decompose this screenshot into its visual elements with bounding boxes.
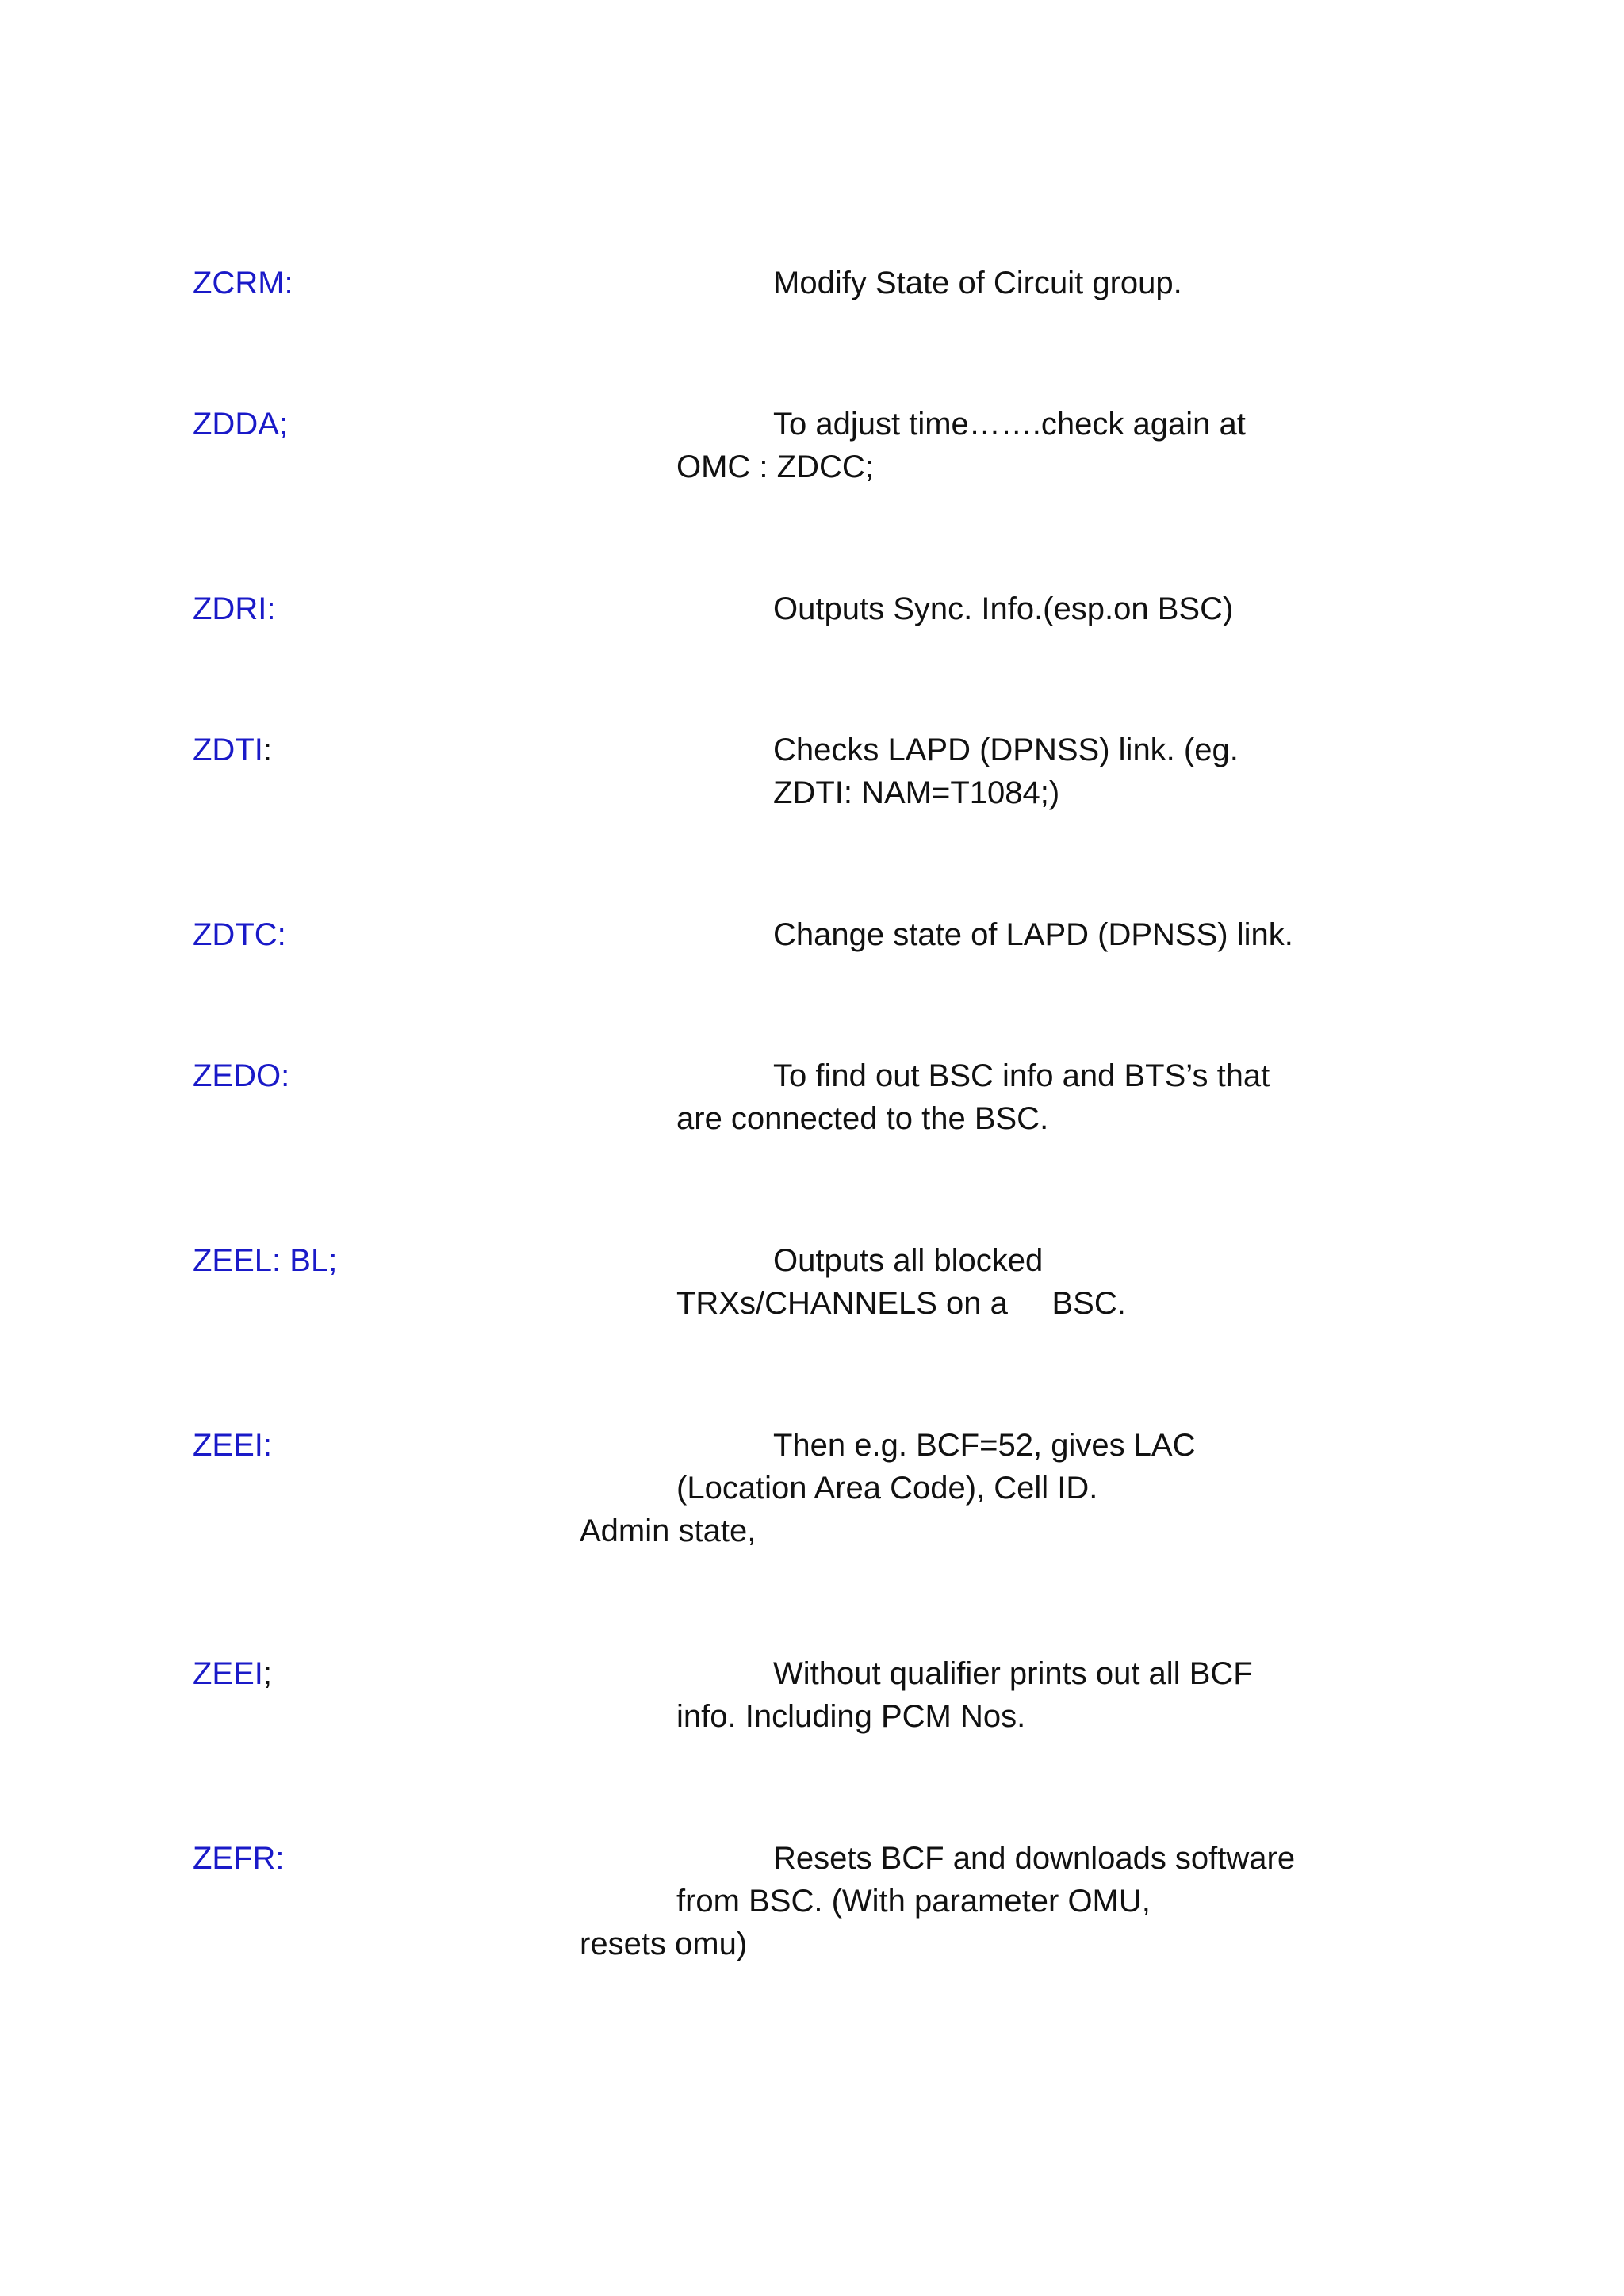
description-line-1: To adjust time…….check again at xyxy=(773,407,1246,442)
description-line-1: Modify State of Circuit group. xyxy=(773,266,1182,300)
command-code: ZEFR: xyxy=(193,1841,285,1876)
command-code: ZEEL: BL; xyxy=(193,1243,338,1278)
description-line-1: Outputs Sync. Info.(esp.on BSC) xyxy=(773,591,1234,626)
command-name xyxy=(193,587,275,630)
command-suffix: ; xyxy=(262,1656,273,1691)
command-code: ZCRM: xyxy=(193,266,293,300)
command-code: ZDDA; xyxy=(193,407,288,442)
command-name xyxy=(193,1054,289,1097)
description-line-3: resets omu) xyxy=(580,1927,748,1961)
description-line-2: are connected to the BSC. xyxy=(676,1101,1049,1136)
command-code: ZEEI xyxy=(193,1656,263,1691)
description-line-2: from BSC. (With parameter OMU, xyxy=(676,1884,1151,1919)
description-line-1: Resets BCF and downloads software xyxy=(773,1841,1296,1876)
description-line-1: To find out BSC info and BTS’s that xyxy=(773,1058,1270,1093)
command-name xyxy=(193,262,293,304)
description-line-2: info. Including PCM Nos. xyxy=(676,1699,1026,1734)
command-name xyxy=(193,1652,272,1695)
command-name xyxy=(193,403,288,446)
command-name xyxy=(193,729,272,771)
command-suffix: : xyxy=(262,733,272,767)
command-code: ZEDO: xyxy=(193,1058,290,1093)
command-name xyxy=(193,1239,337,1282)
description-line-1: Change state of LAPD (DPNSS) link. xyxy=(773,917,1293,952)
command-code: ZDTI xyxy=(193,733,263,767)
description-line-2: ZDTI: NAM=T1084;) xyxy=(773,775,1060,810)
command-name xyxy=(193,913,286,956)
description-line-2: TRXs/CHANNELS on a BSC. xyxy=(676,1286,1126,1321)
description-line-1: Then e.g. BCF=52, gives LAC xyxy=(773,1428,1196,1463)
description-line-2: (Location Area Code), Cell ID. xyxy=(676,1471,1098,1506)
description-line-1: Checks LAPD (DPNSS) link. (eg. xyxy=(773,733,1239,767)
description-line-3: Admin state, xyxy=(580,1513,756,1548)
description-line-1: Without qualifier prints out all BCF xyxy=(773,1656,1253,1691)
command-code: ZEEI: xyxy=(193,1428,273,1463)
description-line-2: OMC : ZDCC; xyxy=(676,450,874,484)
command-name xyxy=(193,1837,285,1880)
command-name xyxy=(193,1424,272,1467)
command-code: ZDRI: xyxy=(193,591,276,626)
description-line-1: Outputs all blocked xyxy=(773,1243,1044,1278)
command-code: ZDTC: xyxy=(193,917,286,952)
